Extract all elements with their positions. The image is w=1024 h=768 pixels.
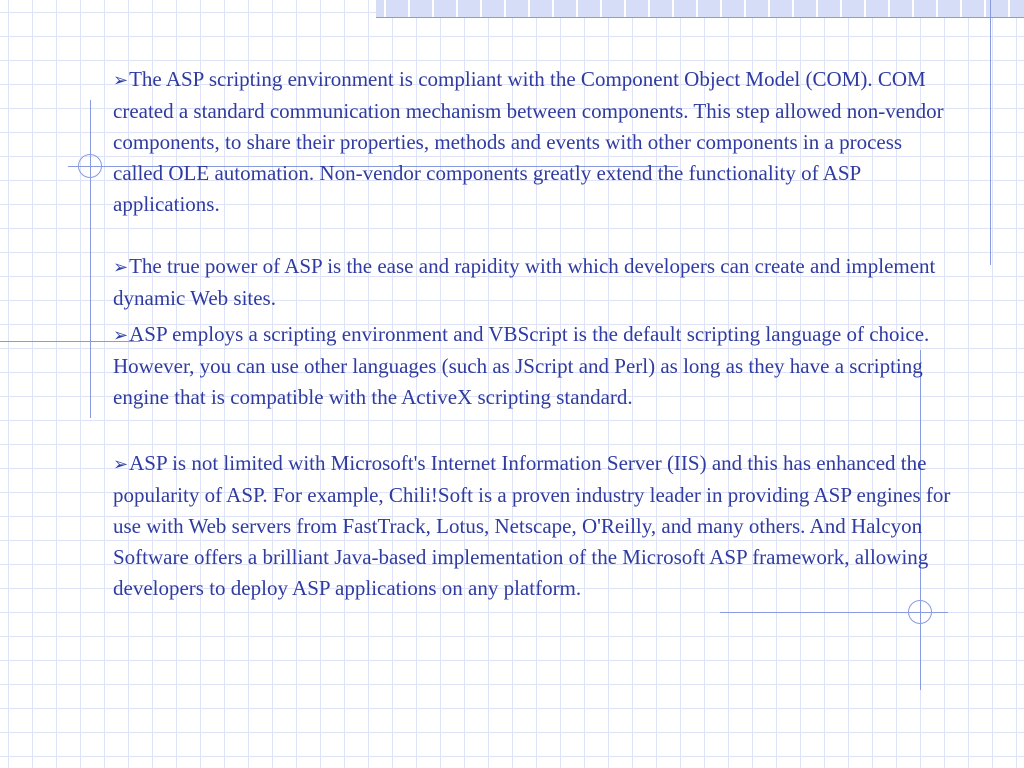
slide-body [113, 64, 953, 604]
right-accent-line-top [990, 0, 991, 265]
arrow-bullet-icon: ➢ [113, 454, 129, 475]
top-right-accent-rule [376, 17, 1024, 18]
paragraph-power [113, 251, 953, 314]
paragraph-text: ASP is not limited with Microsoft's Internet Information Server (IIS) and this has enhanced the popularity of ASP. For example, Chili!Soft is a proven industry leader in providing ASP engines for use with Web servers from FastTrack, Lotus, Netscape, O'Reilly, and many others. And Halcyon Software offers a brilliant Java-based implementation of the Microsoft ASP framework, allowing developers to deploy ASP applications on any platform. [113, 451, 951, 600]
top-decorative-band [376, 0, 1024, 17]
arrow-bullet-icon: ➢ [113, 70, 129, 91]
left-ring-ornament [78, 154, 102, 178]
paragraph-iis [113, 448, 953, 604]
paragraph-scripting [113, 319, 953, 413]
arrow-bullet-icon: ➢ [113, 325, 129, 346]
left-accent-line [90, 100, 91, 418]
paragraph-text: ASP employs a scripting environment and VBScript is the default scripting language of choice. However, you can use other languages (such as JScript and Perl) as long as they have a scripting engine that is compatible with the ActiveX scripting standard. [113, 322, 930, 409]
paragraph-text: The ASP scripting environment is compliant with the Component Object Model (COM). COM created a standard communication mechanism between components. This step allowed non-vendor components, to share their properties, methods and events with other components in a process called OLE automation. Non-vendor components greatly extend the functionality of ASP applications. [113, 67, 944, 216]
arrow-bullet-icon: ➢ [113, 257, 129, 278]
paragraph-text: The true power of ASP is the ease and rapidity with which developers can create and implement dynamic Web sites. [113, 254, 936, 310]
paragraph-com [113, 64, 953, 220]
